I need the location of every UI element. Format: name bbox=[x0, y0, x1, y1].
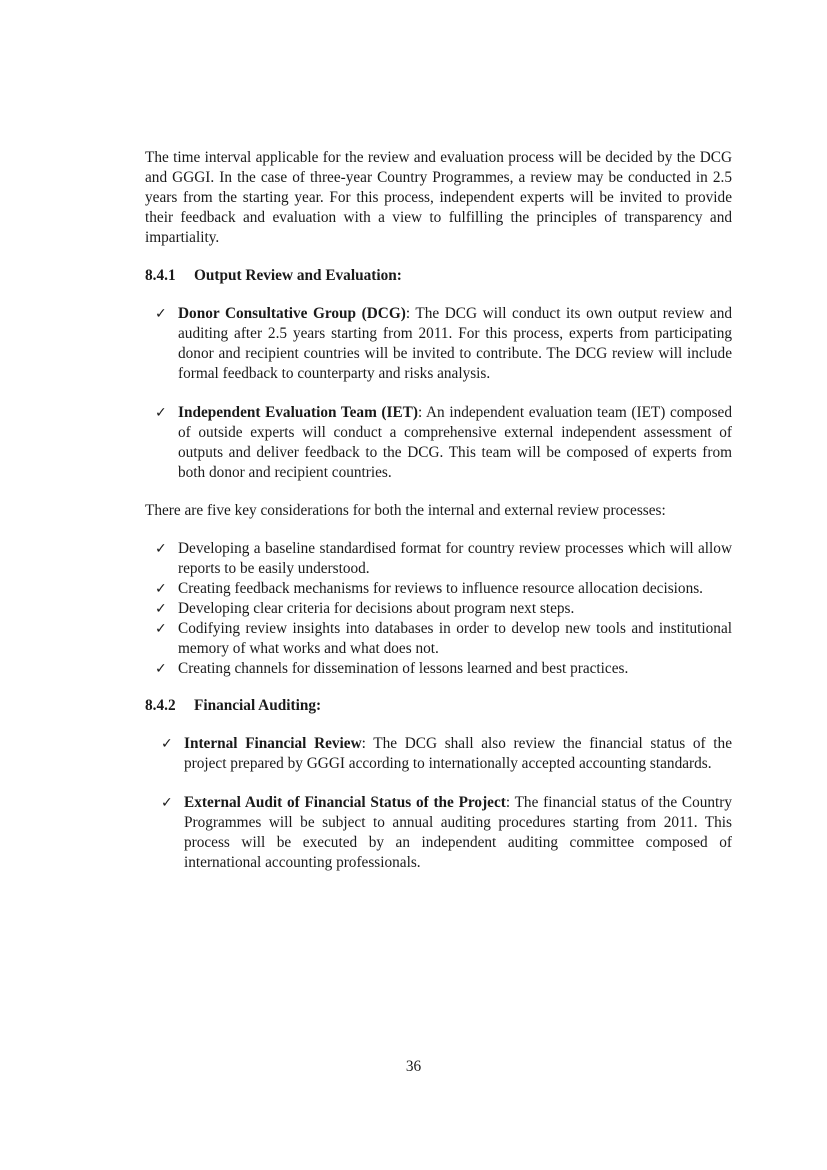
item-text: Creating channels for dissemination of lessons learned and best practices. bbox=[178, 660, 629, 677]
list-item bbox=[155, 579, 732, 599]
section-title: Output Review and Evaluation: bbox=[194, 267, 402, 284]
item-text: : An independent evaluation team (IET) composed of outside experts will conduct a comprehensive external independent assessment of outputs and deliver feedback to the DCG. This team will be composed of experts from both donor and recipient countries. bbox=[178, 404, 732, 481]
list-item-iet bbox=[155, 403, 732, 483]
list-item-internal-financial-review bbox=[161, 734, 732, 774]
checkmark-icon: ✓ bbox=[155, 405, 167, 421]
checkmark-icon: ✓ bbox=[155, 621, 167, 637]
list-item bbox=[155, 599, 732, 619]
list-item bbox=[155, 619, 732, 659]
item-term: External Audit of Financial Status of the Project bbox=[184, 794, 506, 811]
section-number: 8.4.1 bbox=[145, 267, 176, 284]
section-title: Financial Auditing: bbox=[194, 697, 322, 714]
checkmark-icon: ✓ bbox=[155, 661, 167, 677]
checkmark-icon: ✓ bbox=[155, 601, 167, 617]
checkmark-icon: ✓ bbox=[155, 541, 167, 557]
checkmark-icon: ✓ bbox=[161, 736, 173, 752]
item-term: Donor Consultative Group (DCG) bbox=[178, 305, 406, 322]
financial-auditing-list bbox=[161, 734, 733, 873]
list-item bbox=[155, 539, 732, 579]
item-term: Internal Financial Review bbox=[184, 735, 362, 752]
checkmark-icon: ✓ bbox=[161, 795, 173, 811]
section-heading-8-4-2 bbox=[145, 696, 732, 716]
item-text: Developing clear criteria for decisions about program next steps. bbox=[178, 600, 575, 617]
checkmark-icon: ✓ bbox=[155, 581, 167, 597]
checkmark-icon: ✓ bbox=[155, 306, 167, 322]
item-text: Codifying review insights into databases in order to develop new tools and institutional memory of what works and what does not. bbox=[178, 620, 732, 657]
item-text: Developing a baseline standardised format for country review processes which will allow reports to be easily understood. bbox=[178, 540, 732, 577]
considerations-lead: There are five key considerations for both the internal and external review processes: bbox=[145, 502, 666, 519]
page-number: 36 bbox=[405, 1058, 422, 1075]
item-text: : The financial status of the Country Programmes will be subject to annual auditing procedures starting from 2011. This process will be executed by an independent auditing committee composed of international accounting professionals. bbox=[184, 794, 733, 871]
list-item-dcg bbox=[155, 304, 732, 384]
output-review-list bbox=[155, 304, 732, 483]
section-number: 8.4.2 bbox=[145, 697, 176, 714]
item-text: : The DCG shall also review the financial status of the project prepared by GGGI according to internationally accepted accounting standards. bbox=[184, 735, 732, 772]
document-page bbox=[145, 148, 732, 892]
item-term: Independent Evaluation Team (IET) bbox=[178, 404, 418, 421]
item-text: Creating feedback mechanisms for reviews to influence resource allocation decisions. bbox=[178, 580, 703, 597]
list-item-external-audit bbox=[161, 793, 733, 873]
considerations-list bbox=[155, 539, 732, 679]
list-item bbox=[155, 659, 732, 679]
intro-paragraph: The time interval applicable for the review and evaluation process will be decided by the DCG and GGGI. In the case of three-year Country Programmes, a review may be conducted in 2.5 years from the starting year. For this process, independent experts will be invited to provide their feedback and evaluation with a view to fulfilling the principles of transparency and impartiality. bbox=[145, 149, 732, 246]
section-heading-8-4-1 bbox=[145, 266, 732, 286]
item-text: : The DCG will conduct its own output review and auditing after 2.5 years starting from 2011. For this process, experts from participating donor and recipient countries will be invited to contribute. The DCG review will include formal feedback to counterparty and risks analysis. bbox=[178, 305, 732, 382]
